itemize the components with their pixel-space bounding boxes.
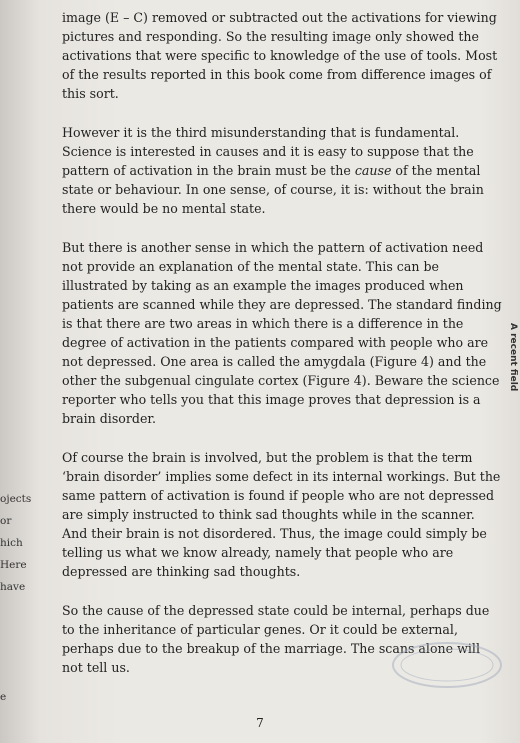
bleed-fragment: have [0, 581, 26, 593]
body-text [62, 8, 502, 697]
emphasis-cause: cause [354, 163, 392, 178]
paragraph-2-end: of the mental state or behaviour. In one sense, of course, it is: without the brain there would be no mental state. [62, 163, 484, 216]
bleed-fragment: ojects [0, 493, 32, 505]
bleed-fragment: Here [0, 559, 27, 571]
paragraph-3: But there is another sense in which the pattern of activation need not provide an explanation of the mental state. This can be illustrated by taking as an example the images produced when patients are scanned while they are depressed. The standard finding is that there are two areas in which there is a difference in the degree of activation in the patients compared with people who are not depressed. One area is called the amygdala (Figure 4) and the other the subgenual cingulate cortex (Figure 4). Beware the science reporter who tells you that this image proves that depression is a brain disorder. [62, 240, 502, 426]
chapter-side-tab: A recent field [508, 322, 518, 392]
bleed-fragment: hich [0, 537, 23, 549]
paragraph-4: Of course the brain is involved, but the problem is that the term ‘brain disorder’ implies some defect in its internal workings. But the same pattern of activation is found if people who are not depressed are simply instructed to think sad thoughts while in the scanner. And their brain is not disordered. Thus, the image could simply be telling us what we know already, namely that people who are depressed are thinking sad thoughts. [62, 450, 501, 579]
page-number: 7 [256, 716, 264, 730]
store-watermark-seal [390, 640, 505, 690]
paragraph-2-start: However it is the third misunderstanding that is fundamental. Science is interested in causes and it is easy to suppose that the pattern of activation in the brain must be the [62, 125, 474, 178]
paragraph-5: So the cause of the depressed state could be internal, perhaps due to the inheritance of particular genes. Or it could be external, perhaps due to the breakup of the marriage. The scans alone will not tell us. [62, 603, 490, 675]
bleed-fragment: or [0, 515, 12, 527]
paragraph-1: image (E – C) removed or subtracted out the activations for viewing pictures and responding. So the resulting image only showed the activations that were specific to knowledge of the use of tools. Most of the results reported in this book come from difference images of this sort. [62, 10, 498, 101]
paragraph-2 [62, 123, 502, 218]
facing-page-bleed [0, 490, 40, 703]
bleed-fragment: e [0, 691, 7, 703]
